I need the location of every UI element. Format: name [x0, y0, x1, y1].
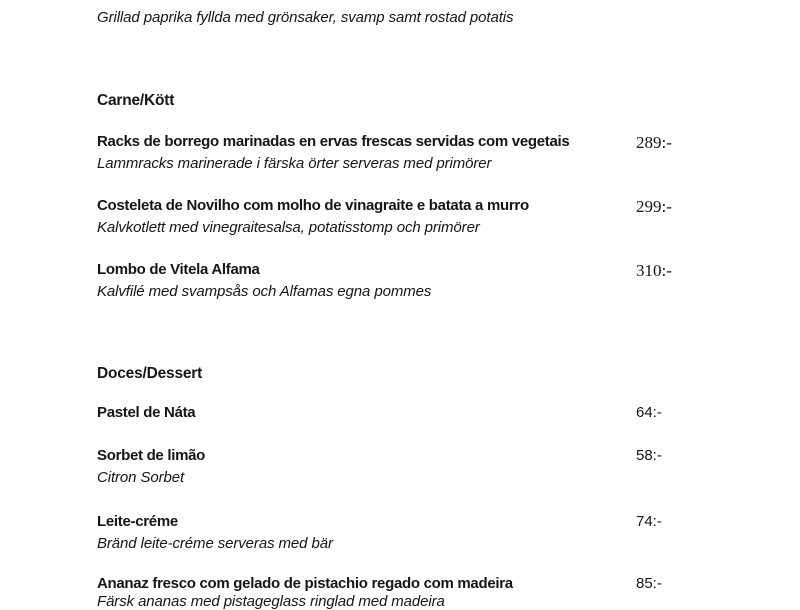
dish-description: Bränd leite-créme serveras med bär [97, 535, 333, 552]
dish-name: Racks de borrego marinadas en ervas frescas servidas com vegetais [97, 133, 570, 150]
dish-description-clipped: Färsk ananas med pistageglass ringlad med madeira [97, 593, 445, 610]
dish-price: 85:- [636, 575, 662, 592]
section-title-doces: Doces/Dessert [97, 365, 203, 382]
dish-price: 289:- [636, 133, 672, 152]
dish-name: Costeleta de Novilho com molho de vinagraite e batata a murro [97, 197, 529, 214]
menu-row [97, 575, 787, 593]
menu-row [97, 447, 787, 465]
menu-row [97, 513, 787, 531]
dish-name: Ananaz fresco com gelado de pistachio regado com madeira [97, 575, 513, 592]
dish-name: Lombo de Vitela Alfama [97, 261, 260, 278]
dish-name: Pastel de Náta [97, 404, 196, 421]
dish-description: Citron Sorbet [97, 469, 185, 486]
dish-price: 299:- [636, 197, 672, 216]
section-title-carne: Carne/Kött [97, 92, 175, 109]
dish-description: Lammracks marinerade i färska örter serveras med primörer [97, 155, 492, 172]
dish-price: 58:- [636, 447, 662, 464]
menu-row [97, 261, 787, 279]
dish-description-intro: Grillad paprika fyllda med grönsaker, svamp samt rostad potatis [97, 9, 514, 26]
dish-price: 64:- [636, 404, 662, 421]
dish-price: 310:- [636, 261, 672, 280]
dish-name: Sorbet de limão [97, 447, 206, 464]
menu-row [97, 133, 787, 151]
dish-description: Kalvkotlett med vinegraitesalsa, potatisstomp och primörer [97, 219, 480, 236]
dish-name: Leite-créme [97, 513, 178, 530]
dish-price: 74:- [636, 513, 662, 530]
dish-description: Kalvfilé med svampsås och Alfamas egna pommes [97, 283, 432, 300]
menu-row [97, 404, 787, 422]
menu-row [97, 197, 787, 215]
